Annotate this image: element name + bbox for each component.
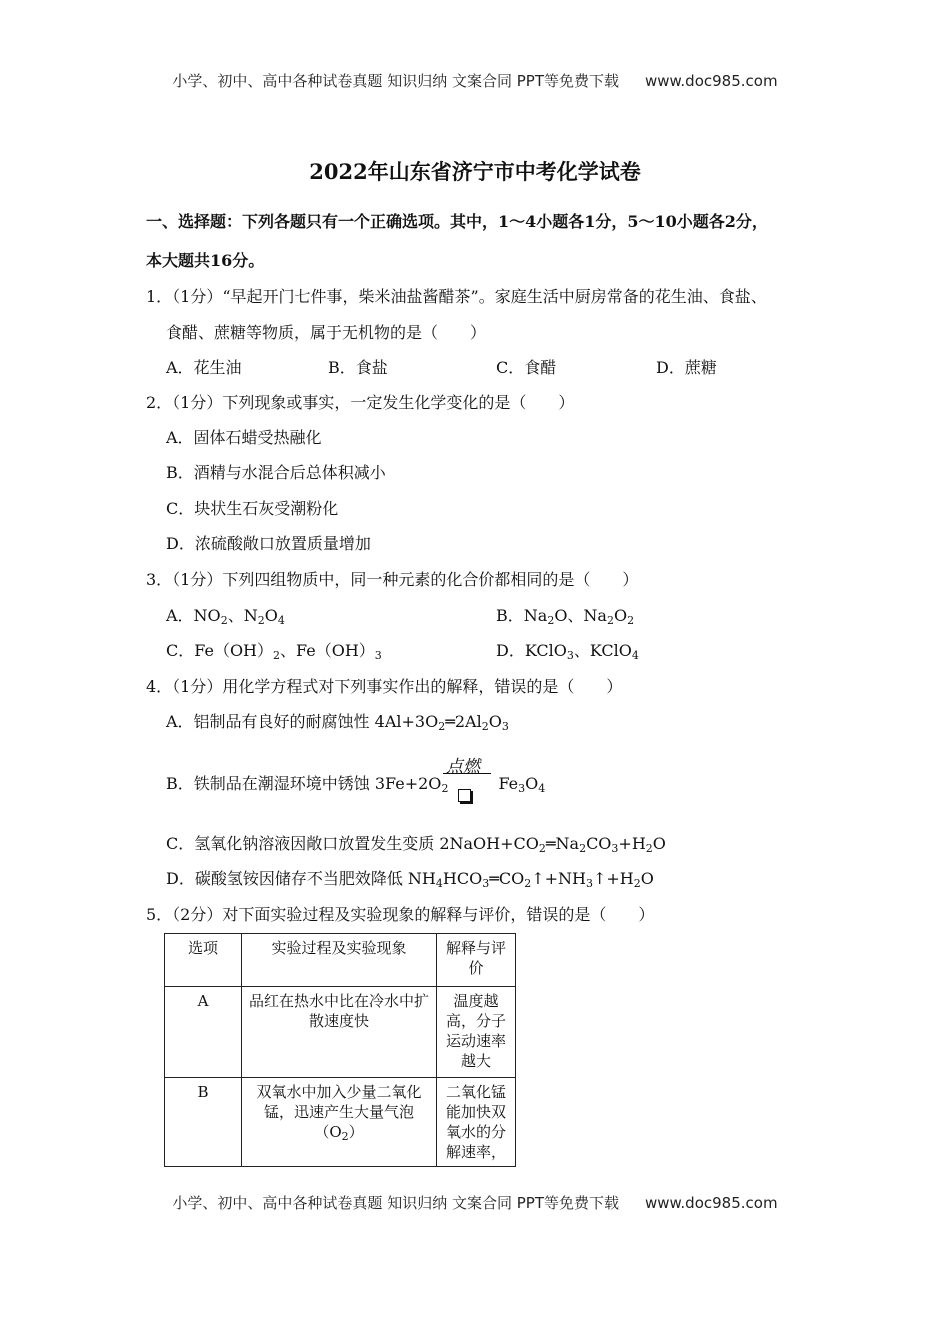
q4-stem: 4．（1分）用化学方程式对下列事实作出的解释，错误的是（ ） <box>146 677 623 696</box>
section-heading-line2: 本大题共16分。 <box>146 251 265 270</box>
q1-stem-line2: 食醋、蔗糖等物质，属于无机物的是（ ） <box>166 323 487 342</box>
reaction-condition-label: 点燃 <box>446 757 480 777</box>
table-header-cell: 解释与评价 <box>437 934 516 987</box>
header-site-link[interactable]: www.doc985.com <box>644 72 778 90</box>
table-cell: 温度越高，分子运动速率越大 <box>437 987 516 1078</box>
table-row <box>165 987 516 1078</box>
footer-site-link[interactable]: www.doc985.com <box>644 1194 778 1212</box>
exam-title: 2022年山东省济宁市中考化学试卷 <box>309 159 641 184</box>
q2-option-d: D．浓硫酸敞口放置质量增加 <box>166 534 371 553</box>
q3-option-c: C．$Fe(OH)_2$、$Fe(OH)_3$ <box>166 641 382 662</box>
q1-stem-line1: 1．（1分）“早起开门七件事，柴米油盐酱醋茶”。家庭生活中厨房常备的花生油、食盐、 <box>146 287 767 306</box>
table-row <box>165 1078 516 1167</box>
q1-option-a: A．花生油 <box>166 358 242 377</box>
page-footer <box>0 1192 950 1213</box>
placeholder-box-icon <box>458 789 471 802</box>
header-text: 小学、初中、高中各种试卷真题 知识归纳 文案合同 PPT等免费下载 <box>172 72 619 90</box>
q1-option-b: B．食盐 <box>328 358 388 377</box>
footer-text: 小学、初中、高中各种试卷真题 知识归纳 文案合同 PPT等免费下载 <box>172 1194 619 1212</box>
q3-option-d: D．KClO$_3$、KClO$_4$ <box>496 641 639 662</box>
table-cell: 二氧化锰能加快双氧水的分解速率， <box>437 1078 516 1167</box>
q5-stem: 5．（2分）对下面实验过程及实验现象的解释与评价，错误的是（ ） <box>146 905 655 924</box>
q4-option-c: C．氢氧化钠溶液因敞口放置发生变质 $2NaOH+CO_2═Na_2CO_3+H_2O$ <box>166 834 666 855</box>
table-cell: 双氧水中加入少量二氧化锰，迅速产生大量气泡$(O_2)$ <box>242 1078 437 1167</box>
table-header-cell: 实验过程及实验现象 <box>242 934 437 987</box>
q3-option-b: B．$Na_2O$、$Na_2O_2$ <box>496 606 635 627</box>
q3-stem: 3．（1分）下列四组物质中，同一种元素的化合价都相同的是（ ） <box>146 570 639 589</box>
q1-option-c: C．食醋 <box>496 358 557 377</box>
reaction-arrow-line <box>443 773 491 774</box>
q4-option-a: A．铝制品有良好的耐腐蚀性 $4Al+3O_2═2Al_2O_3$ <box>166 712 509 733</box>
section-heading-line1: 一、选择题：下列各题只有一个正确选项。其中，1～4小题各1分，5～10小题各2分， <box>146 212 768 231</box>
table-header-row <box>165 934 516 987</box>
table-header-cell: 选项 <box>165 934 242 987</box>
q4-option-d: D．碳酸氢铵因储存不当肥效降低 $NH_4HCO_3═CO_2↑+NH_3↑+H_2O$ <box>166 869 654 890</box>
q2-stem: 2．（1分）下列现象或事实，一定发生化学变化的是（ ） <box>146 393 575 412</box>
q5-table <box>164 933 516 1167</box>
table-cell: 品红在热水中比在冷水中扩散速度快 <box>242 987 437 1078</box>
q2-option-b: B．酒精与水混合后总体积减小 <box>166 463 386 482</box>
q4-option-b: B．铁制品在潮湿环境中锈蚀 $3Fe+2O_2$ $Fe_3O_4$ <box>166 774 546 795</box>
table-cell: B <box>165 1078 242 1167</box>
table-cell: A <box>165 987 242 1078</box>
q3-option-a: A．$NO_2$、$N_2O_4$ <box>166 606 285 627</box>
q1-option-d: D．蔗糖 <box>656 358 717 377</box>
page-header <box>0 70 950 91</box>
q2-option-a: A．固体石蜡受热融化 <box>166 428 322 447</box>
q2-option-c: C．块状生石灰受潮粉化 <box>166 499 339 518</box>
